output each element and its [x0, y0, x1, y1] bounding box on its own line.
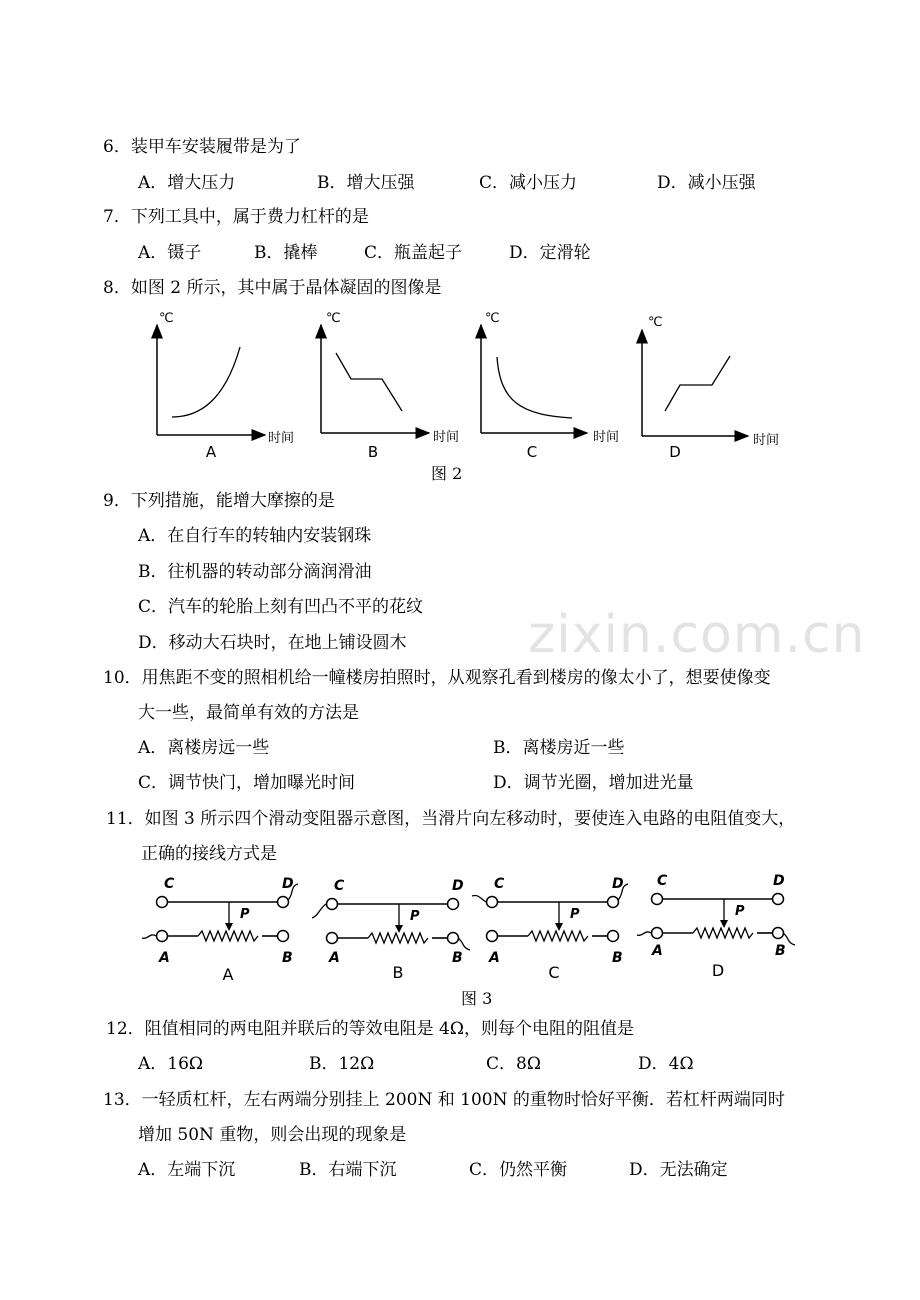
graph-a	[157, 311, 294, 461]
q9-option-b: B．往机器的转动部分滴润滑油	[138, 562, 372, 582]
panel-label-b: B	[392, 963, 404, 982]
q12-option-c: C．8Ω	[486, 1054, 541, 1074]
graph-d-curve	[665, 356, 730, 411]
q6-option-c: C．减小压力	[479, 173, 578, 193]
terminal-d: D	[452, 878, 464, 894]
rheostat-b	[312, 878, 470, 982]
question-9-stem: 9．下列措施，能增大摩擦的是	[103, 491, 335, 511]
terminal-d: D	[773, 873, 785, 889]
terminal-p: P	[410, 909, 420, 924]
question-6-stem: 6．装甲车安装履带是为了	[103, 137, 301, 157]
terminal-b: B	[612, 950, 623, 966]
q13-option-c: C．仍然平衡	[469, 1160, 568, 1180]
terminal-c: C	[494, 876, 505, 892]
graph-c-label: C	[526, 443, 538, 461]
rheostat-d	[637, 873, 795, 980]
graph-a-curve	[172, 347, 240, 417]
q7-option-b: B．撬棒	[254, 243, 318, 263]
graph-c	[481, 311, 619, 461]
question-7-stem: 7．下列工具中，属于费力杠杆的是	[103, 207, 369, 227]
terminal-b: B	[282, 950, 293, 966]
graph-b-xlabel: 时间	[433, 430, 460, 445]
wire-a	[142, 935, 156, 938]
wire-a	[637, 932, 651, 935]
terminal-a: A	[329, 950, 340, 966]
q13-option-d: D．无法确定	[629, 1160, 728, 1180]
q7-option-a: A．镊子	[138, 243, 202, 263]
graph-c-curve	[497, 357, 572, 418]
graph-a-ylabel: ℃	[159, 311, 174, 326]
graph-a-label: A	[205, 443, 217, 461]
terminal-a: A	[159, 950, 170, 966]
panel-label-a: A	[222, 965, 234, 984]
terminal-p: P	[240, 907, 250, 922]
terminal-b: B	[775, 943, 786, 959]
q10-option-a: A．离楼房远一些	[138, 738, 270, 758]
graph-b-ylabel: ℃	[326, 311, 341, 326]
terminal-a: A	[652, 943, 663, 959]
q12-option-a: A．16Ω	[138, 1054, 204, 1074]
wire-c	[312, 904, 326, 918]
q9-option-a: A．在自行车的转轴内安装钢珠	[138, 526, 372, 546]
q7-option-d: D．定滑轮	[509, 243, 591, 263]
terminal-b: B	[452, 950, 463, 966]
question-10-stem-line1: 10．用焦距不变的照相机给一幢楼房拍照时，从观察孔看到楼房的像太小了，想要使像变	[103, 668, 771, 688]
terminal-p: P	[570, 907, 580, 922]
graph-b	[321, 311, 459, 461]
question-11-stem-line2: 正确的接线方式是	[141, 844, 277, 864]
wire-c	[472, 895, 486, 902]
question-13-stem-line1: 13．一轻质杠杆，左右两端分别挂上 200N 和 100N 的重物时恰好平衡．若杠杆两端同时	[103, 1090, 785, 1110]
terminal-d: D	[612, 876, 624, 892]
q6-option-d: D．减小压强	[657, 173, 756, 193]
figure-2-graphs	[140, 305, 800, 485]
q7-option-c: C．瓶盖起子	[364, 243, 463, 263]
graph-b-label: B	[367, 443, 379, 461]
graph-d-label: D	[669, 443, 681, 461]
terminal-p: P	[735, 904, 745, 919]
question-11-stem-line1: 11．如图 3 所示四个滑动变阻器示意图，当滑片向左移动时，要使连入电路的电阻值变大，	[106, 809, 796, 829]
q6-option-b: B．增大压强	[317, 173, 415, 193]
watermark: zixin.com.cn	[528, 605, 866, 665]
q13-option-b: B．右端下沉	[299, 1160, 397, 1180]
figure-3-rheostats	[140, 868, 820, 990]
q9-option-d: D．移动大石块时，在地上铺设圆木	[138, 633, 407, 653]
question-8-stem: 8．如图 2 所示，其中属于晶体凝固的图像是	[103, 278, 442, 298]
q6-option-a: A．增大压力	[138, 173, 236, 193]
terminal-a: A	[489, 950, 500, 966]
question-13-stem-line2: 增加 50N 重物，则会出现的现象是	[138, 1125, 407, 1145]
q10-option-c: C．调节快门，增加曝光时间	[138, 773, 356, 793]
wire-b	[458, 938, 470, 950]
panel-label-c: C	[548, 963, 560, 982]
q9-option-c: C．汽车的轮胎上刻有凹凸不平的花纹	[138, 597, 424, 617]
rheostat-a	[142, 876, 298, 984]
figure-2-caption: 图 2	[431, 464, 463, 483]
q12-option-d: D．4Ω	[638, 1054, 694, 1074]
question-10-stem-line2: 大一些，最简单有效的方法是	[138, 703, 359, 723]
q12-option-b: B．12Ω	[309, 1054, 375, 1074]
graph-d-ylabel: ℃	[648, 315, 663, 330]
graph-c-xlabel: 时间	[593, 430, 620, 445]
terminal-d: D	[282, 876, 294, 892]
question-12-stem: 12．阻值相同的两电阻并联后的等效电阻是 4Ω，则每个电阻的阻值是	[106, 1019, 634, 1039]
rheostat-c	[472, 876, 628, 982]
q10-option-b: B．离楼房近一些	[493, 738, 625, 758]
figure-3-caption: 图 3	[461, 989, 493, 1008]
graph-a-xlabel: 时间	[268, 431, 295, 446]
graph-c-ylabel: ℃	[485, 311, 500, 326]
graph-d	[642, 315, 779, 461]
graph-d-xlabel: 时间	[753, 433, 780, 448]
terminal-c: C	[334, 878, 345, 894]
panel-label-d: D	[711, 961, 725, 980]
q13-option-a: A．左端下沉	[138, 1160, 236, 1180]
graph-b-curve	[336, 353, 402, 411]
q10-option-d: D．调节光圈，增加进光量	[493, 773, 694, 793]
terminal-c: C	[164, 876, 175, 892]
terminal-c: C	[657, 873, 668, 889]
